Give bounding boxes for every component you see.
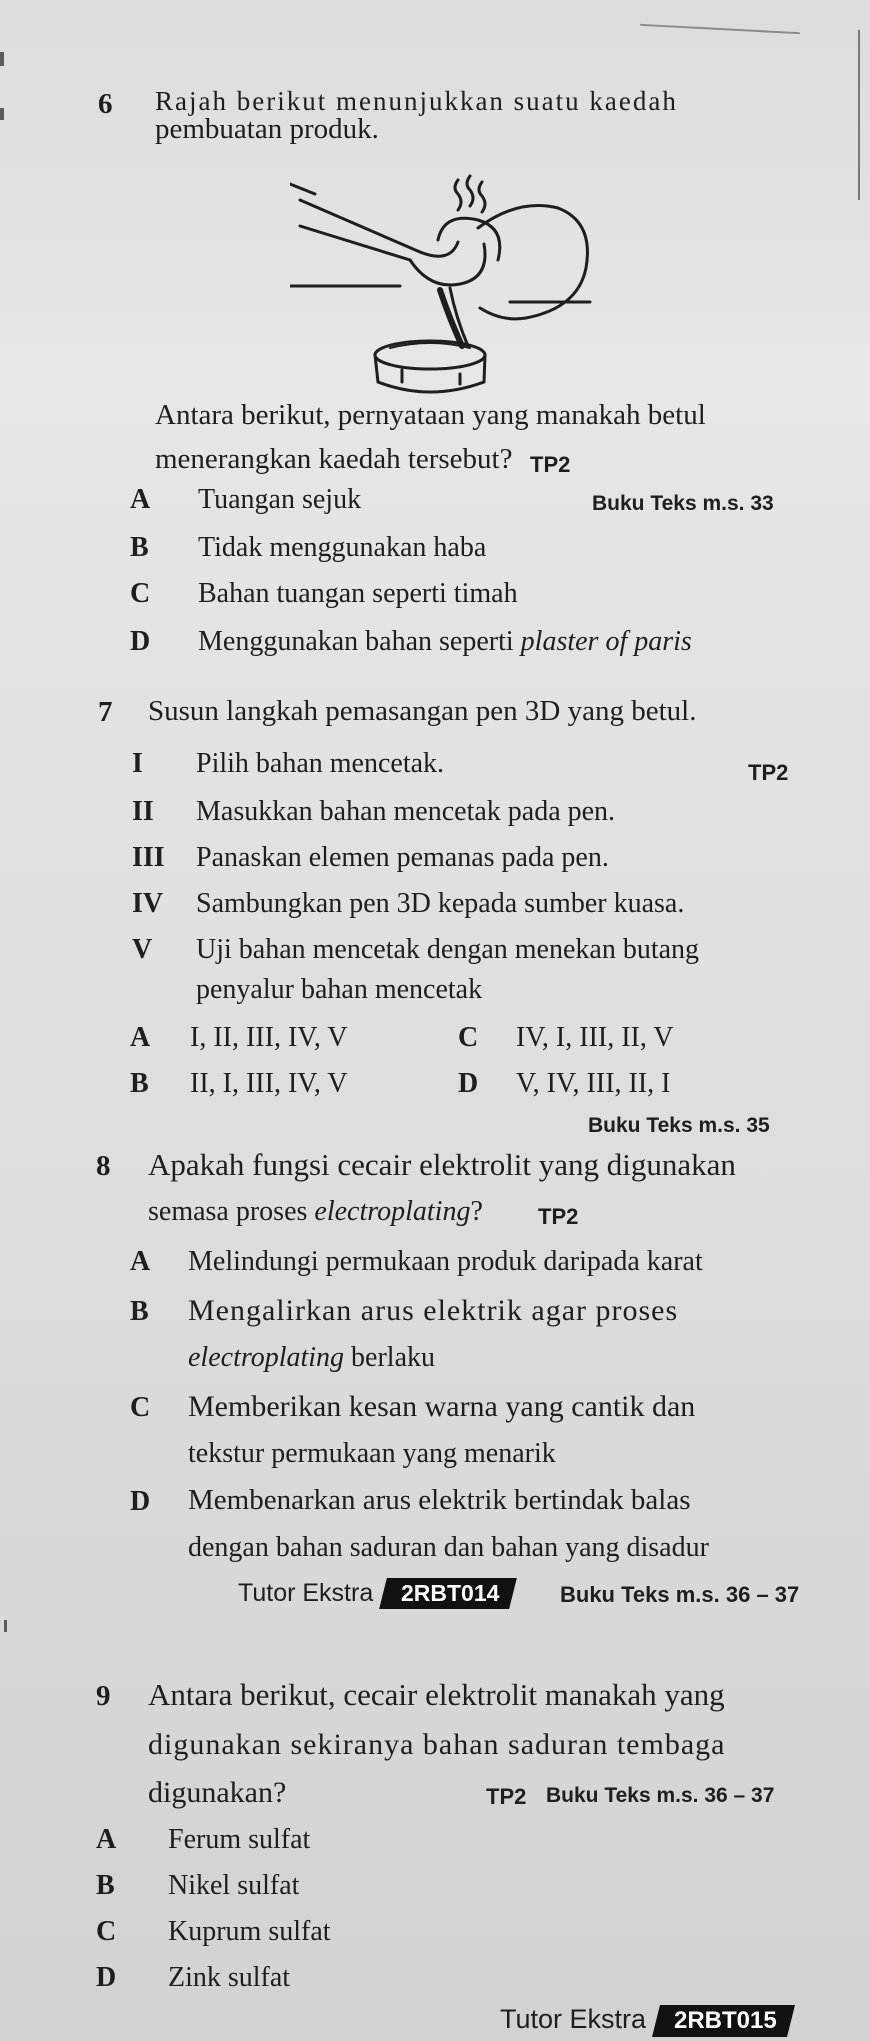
option-letter: C xyxy=(130,1392,151,1423)
option-text: Mengalirkan arus elektrik agar proses xyxy=(188,1294,679,1327)
question-text: semasa proses electroplating? xyxy=(148,1196,483,1227)
option-letter: B xyxy=(130,1068,149,1099)
option-text: Tuangan sejuk xyxy=(198,484,362,515)
step-text: Uji bahan mencetak dengan menekan butang xyxy=(196,934,700,965)
step-roman: III xyxy=(132,842,165,873)
step-roman: IV xyxy=(132,888,164,919)
option-text: Menggunakan bahan seperti plaster of paris xyxy=(198,626,692,657)
question-text: digunakan sekiranya bahan saduran tembaga xyxy=(148,1728,726,1761)
textbook-reference: Buku Teks m.s. 35 xyxy=(588,1114,770,1137)
option-text: V, IV, III, II, I xyxy=(516,1068,671,1099)
option-text: Memberikan kesan warna yang cantik dan xyxy=(188,1390,696,1423)
option-text: Ferum sulfat xyxy=(168,1824,311,1855)
step-text: Panaskan elemen pemanas pada pen. xyxy=(196,842,609,873)
option-text: Nikel sulfat xyxy=(168,1870,300,1901)
question-text: Susun langkah pemasangan pen 3D yang betul. xyxy=(148,695,697,727)
option-letter: B xyxy=(96,1870,115,1901)
option-text: Bahan tuangan seperti timah xyxy=(198,578,518,609)
option-text: tekstur permukaan yang menarik xyxy=(188,1438,556,1469)
tp-level-badge: TP2 xyxy=(748,760,789,785)
textbook-reference: Buku Teks m.s. 33 xyxy=(592,492,774,515)
option-letter: D xyxy=(130,1486,151,1517)
page-edge-mark xyxy=(0,52,4,66)
option-text: Membenarkan arus elektrik bertindak balas xyxy=(188,1484,691,1516)
step-roman: II xyxy=(132,796,154,827)
option-text: Zink sulfat xyxy=(168,1962,291,1993)
textbook-reference: Buku Teks m.s. 36 – 37 xyxy=(546,1784,775,1807)
page-edge-mark xyxy=(4,1620,7,1632)
step-roman: I xyxy=(132,748,143,779)
option-letter: B xyxy=(130,1296,149,1327)
option-letter: C xyxy=(458,1022,479,1053)
tutor-code-badge: 2RBT014 xyxy=(379,1578,517,1609)
option-letter: D xyxy=(96,1962,117,1993)
step-text: penyalur bahan mencetak xyxy=(196,974,483,1005)
page-corner-line xyxy=(640,24,800,34)
step-text: Masukkan bahan mencetak pada pen. xyxy=(196,796,616,827)
tutor-code-badge: 2RBT015 xyxy=(652,2005,795,2037)
tp-level-badge: TP2 xyxy=(486,1784,527,1809)
step-text: Sambungkan pen 3D kepada sumber kuasa. xyxy=(196,888,685,919)
question-number: 7 xyxy=(98,696,113,728)
tutor-ekstra-tag: Tutor Ekstra 2RBT014 xyxy=(238,1578,514,1609)
option-text: II, I, III, IV, V xyxy=(190,1068,348,1099)
option-letter: A xyxy=(130,1022,151,1053)
option-letter: C xyxy=(130,578,151,609)
question-text: Apakah fungsi cecair elektrolit yang digunakan xyxy=(148,1147,736,1182)
option-text: Tidak menggunakan haba xyxy=(198,532,487,563)
question-text: Rajah berikut menunjukkan suatu kaedah xyxy=(155,86,678,116)
option-letter: B xyxy=(130,532,149,563)
tutor-ekstra-tag: Tutor Ekstra 2RBT015 xyxy=(500,2004,791,2037)
option-text: I, II, III, IV, V xyxy=(190,1022,348,1053)
option-letter: C xyxy=(96,1916,117,1947)
option-text: dengan bahan saduran dan bahan yang disadur xyxy=(188,1532,709,1563)
question-number: 9 xyxy=(96,1680,111,1712)
page-edge-mark xyxy=(0,108,4,120)
option-text: Kuprum sulfat xyxy=(168,1916,331,1947)
step-roman: V xyxy=(132,934,153,965)
step-text: Pilih bahan mencetak. xyxy=(196,748,445,779)
textbook-reference: Buku Teks m.s. 36 – 37 xyxy=(560,1582,800,1607)
option-letter: A xyxy=(96,1824,117,1855)
question-prompt: Antara berikut, pernyataan yang manakah betul xyxy=(155,399,706,431)
question-text: pembuatan produk. xyxy=(155,113,379,145)
question-text: digunakan? xyxy=(148,1776,287,1809)
option-letter: D xyxy=(130,626,151,657)
casting-tongs-crucible-icon xyxy=(290,170,600,400)
question-number: 8 xyxy=(96,1150,111,1182)
question-prompt: menerangkan kaedah tersebut? xyxy=(155,443,513,475)
question-number: 6 xyxy=(98,88,113,120)
option-letter: A xyxy=(130,484,151,515)
option-letter: A xyxy=(130,1246,151,1277)
option-text: IV, I, III, II, V xyxy=(516,1022,674,1053)
option-text: Melindungi permukaan produk daripada karat xyxy=(188,1246,703,1277)
tp-level-badge: TP2 xyxy=(538,1204,579,1229)
tp-level-badge: TP2 xyxy=(530,452,571,477)
option-letter: D xyxy=(458,1068,479,1099)
option-text: electroplating berlaku xyxy=(188,1342,436,1373)
question-text: Antara berikut, cecair elektrolit manakah yang xyxy=(148,1677,725,1712)
page-binding-line xyxy=(858,30,860,200)
